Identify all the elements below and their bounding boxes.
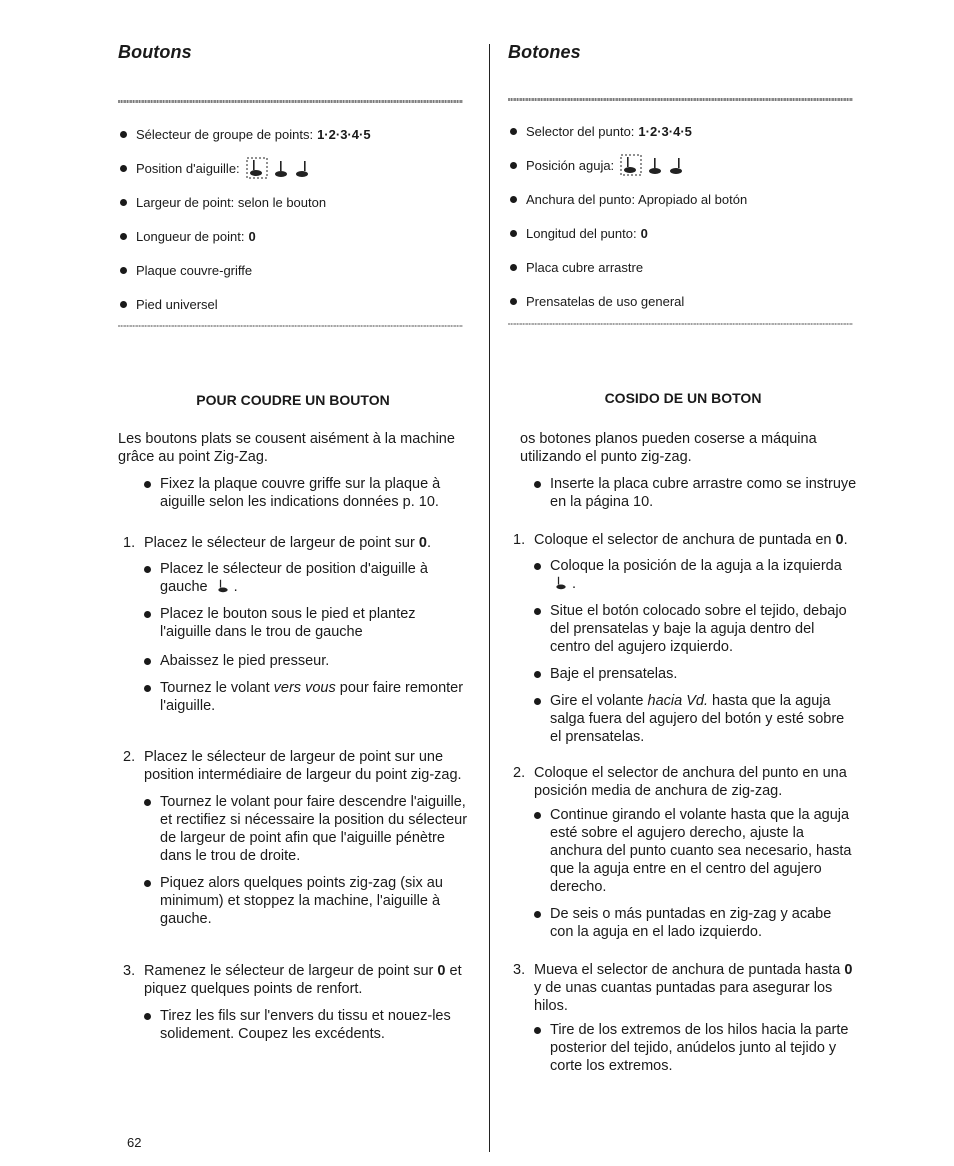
setting-stitch-group: Sélecteur de groupe de points: 1·2·3·4·5 <box>118 117 468 151</box>
step-3: 3. Mueva el selector de anchura de puntada hasta 0 y de unas cuantas puntadas para asegurar los hilos. <box>513 962 853 1014</box>
setting-presser-foot: Prensatelas de uso general <box>508 284 858 318</box>
step-1-bullet-2: Placez le bouton sous le pied et plantez l'aiguille dans le trou de gauche <box>118 605 468 641</box>
top-rule <box>508 98 853 101</box>
procedure-heading: COSIDO DE UN BOTON <box>604 390 762 406</box>
needle-right-icon <box>668 156 684 176</box>
setting-cover-plate: Placa cubre arrastre <box>508 250 858 284</box>
procedure-body <box>508 430 858 1075</box>
setting-stitch-width: Largeur de point: selon le bouton <box>118 185 468 219</box>
intro-text: Les boutons plats se cousent aisément à la machine grâce au point Zig-Zag. <box>118 431 455 465</box>
step-3-bullet-1: Tire de los extremos de los hilos hacia la parte posterior del tejido, anúdelos junto al tejido y corte los extremos. <box>508 1021 858 1075</box>
step-3-bullet-1: Tirez les fils sur l'envers du tissu et nouez-les solidement. Coupez les excédents. <box>118 1007 468 1043</box>
step-1: 1. Placez le sélecteur de largeur de point sur 0. <box>123 535 431 551</box>
needle-left-icon <box>554 576 568 590</box>
setting-stitch-width: Anchura del punto: Apropiado al botón <box>508 182 858 216</box>
intro-text: os botones planos pueden coserse a máquina utilizando el punto zig-zag. <box>520 431 817 465</box>
setting-stitch-selector: Selector del punto: 1·2·3·4·5 <box>508 114 858 148</box>
step-1-bullet-2: Situe el botón colocado sobre el tejido, debajo del prensatelas y baje la aguja dentro del centro del agujero izquierdo. <box>508 602 858 656</box>
needle-left-icon <box>216 579 230 593</box>
step-1-bullet-3: Baje el prensatelas. <box>508 665 858 683</box>
intro-bullet: Fixez la plaque couvre griffe sur la plaque à aiguille selon les indications données p. 10. <box>118 475 468 511</box>
step-1-bullet-3: Abaissez le pied presseur. <box>118 652 468 670</box>
setting-stitch-length: Longueur de point: 0 <box>118 219 468 253</box>
needle-center-icon <box>647 156 663 176</box>
intro-bullet: Inserte la placa cubre arrastre como se instruye en la página 10. <box>508 475 858 511</box>
setting-needle-position: Position d'aiguille: <box>118 151 468 185</box>
top-rule <box>118 100 463 103</box>
section-title: Boutons <box>118 42 192 62</box>
bottom-rule <box>508 323 853 325</box>
procedure-body <box>118 430 468 1043</box>
setting-presser-foot: Pied universel <box>118 287 468 321</box>
needle-position-icons <box>246 157 310 179</box>
needle-position-icons <box>620 154 684 176</box>
column-divider <box>489 44 490 1152</box>
settings-list <box>508 114 858 318</box>
settings-list <box>118 117 468 321</box>
step-2-bullet-1: Tournez le volant pour faire descendre l'aiguille, et rectifiez si nécessaire la position du sélecteur de largeur de point afin que l'aiguille pénètre dans le trou de droite. <box>118 793 468 865</box>
step-3: 3. Ramenez le sélecteur de largeur de point sur 0 et piquez quelques points de renfort. <box>123 963 462 997</box>
step-1-bullet-1: Placez le sélecteur de position d'aiguille à gauche . <box>118 560 468 596</box>
step-2-bullet-2: Piquez alors quelques points zig-zag (six au minimum) et stoppez la machine, l'aiguille à gauche. <box>118 874 468 928</box>
needle-right-icon <box>294 159 310 179</box>
step-1-bullet-4: Gire el volante hacia Vd. hasta que la aguja salga fuera del agujero del botón y esté sobre el prensatelas. <box>508 692 858 746</box>
setting-stitch-length: Longitud del punto: 0 <box>508 216 858 250</box>
procedure-heading: POUR COUDRE UN BOUTON <box>196 392 390 408</box>
needle-left-boxed-icon <box>620 154 642 176</box>
step-1-bullet-1: Coloque la posición de la aguja a la izquierda . <box>508 557 858 593</box>
setting-needle-position: Posición aguja: <box>508 148 858 182</box>
bottom-rule <box>118 325 463 327</box>
needle-left-boxed-icon <box>246 157 268 179</box>
step-2-bullet-1: Continue girando el volante hasta que la aguja esté sobre el agujero derecho, ajuste la anchura del punto cuanto sea necesario, hasta que la aguja entre en el centro del agujero derecho. <box>508 806 858 896</box>
step-1-bullet-4: Tournez le volant vers vous pour faire remonter l'aiguille. <box>118 679 468 715</box>
step-2-bullet-2: De seis o más puntadas en zig-zag y acabe con la aguja en el lado izquierdo. <box>508 905 858 941</box>
page-number: 62 <box>127 1135 142 1150</box>
section-title: Botones <box>508 42 581 62</box>
needle-center-icon <box>273 159 289 179</box>
step-1: 1. Coloque el selector de anchura de puntada en 0. <box>513 532 848 548</box>
setting-cover-plate: Plaque couvre-griffe <box>118 253 468 287</box>
step-2: 2. Placez le sélecteur de largeur de point sur une position intermédiaire de largeur du point zig-zag. <box>123 749 462 783</box>
step-2: 2. Coloque el selector de anchura del punto en una posición media de anchura de zig-zag. <box>513 765 847 799</box>
